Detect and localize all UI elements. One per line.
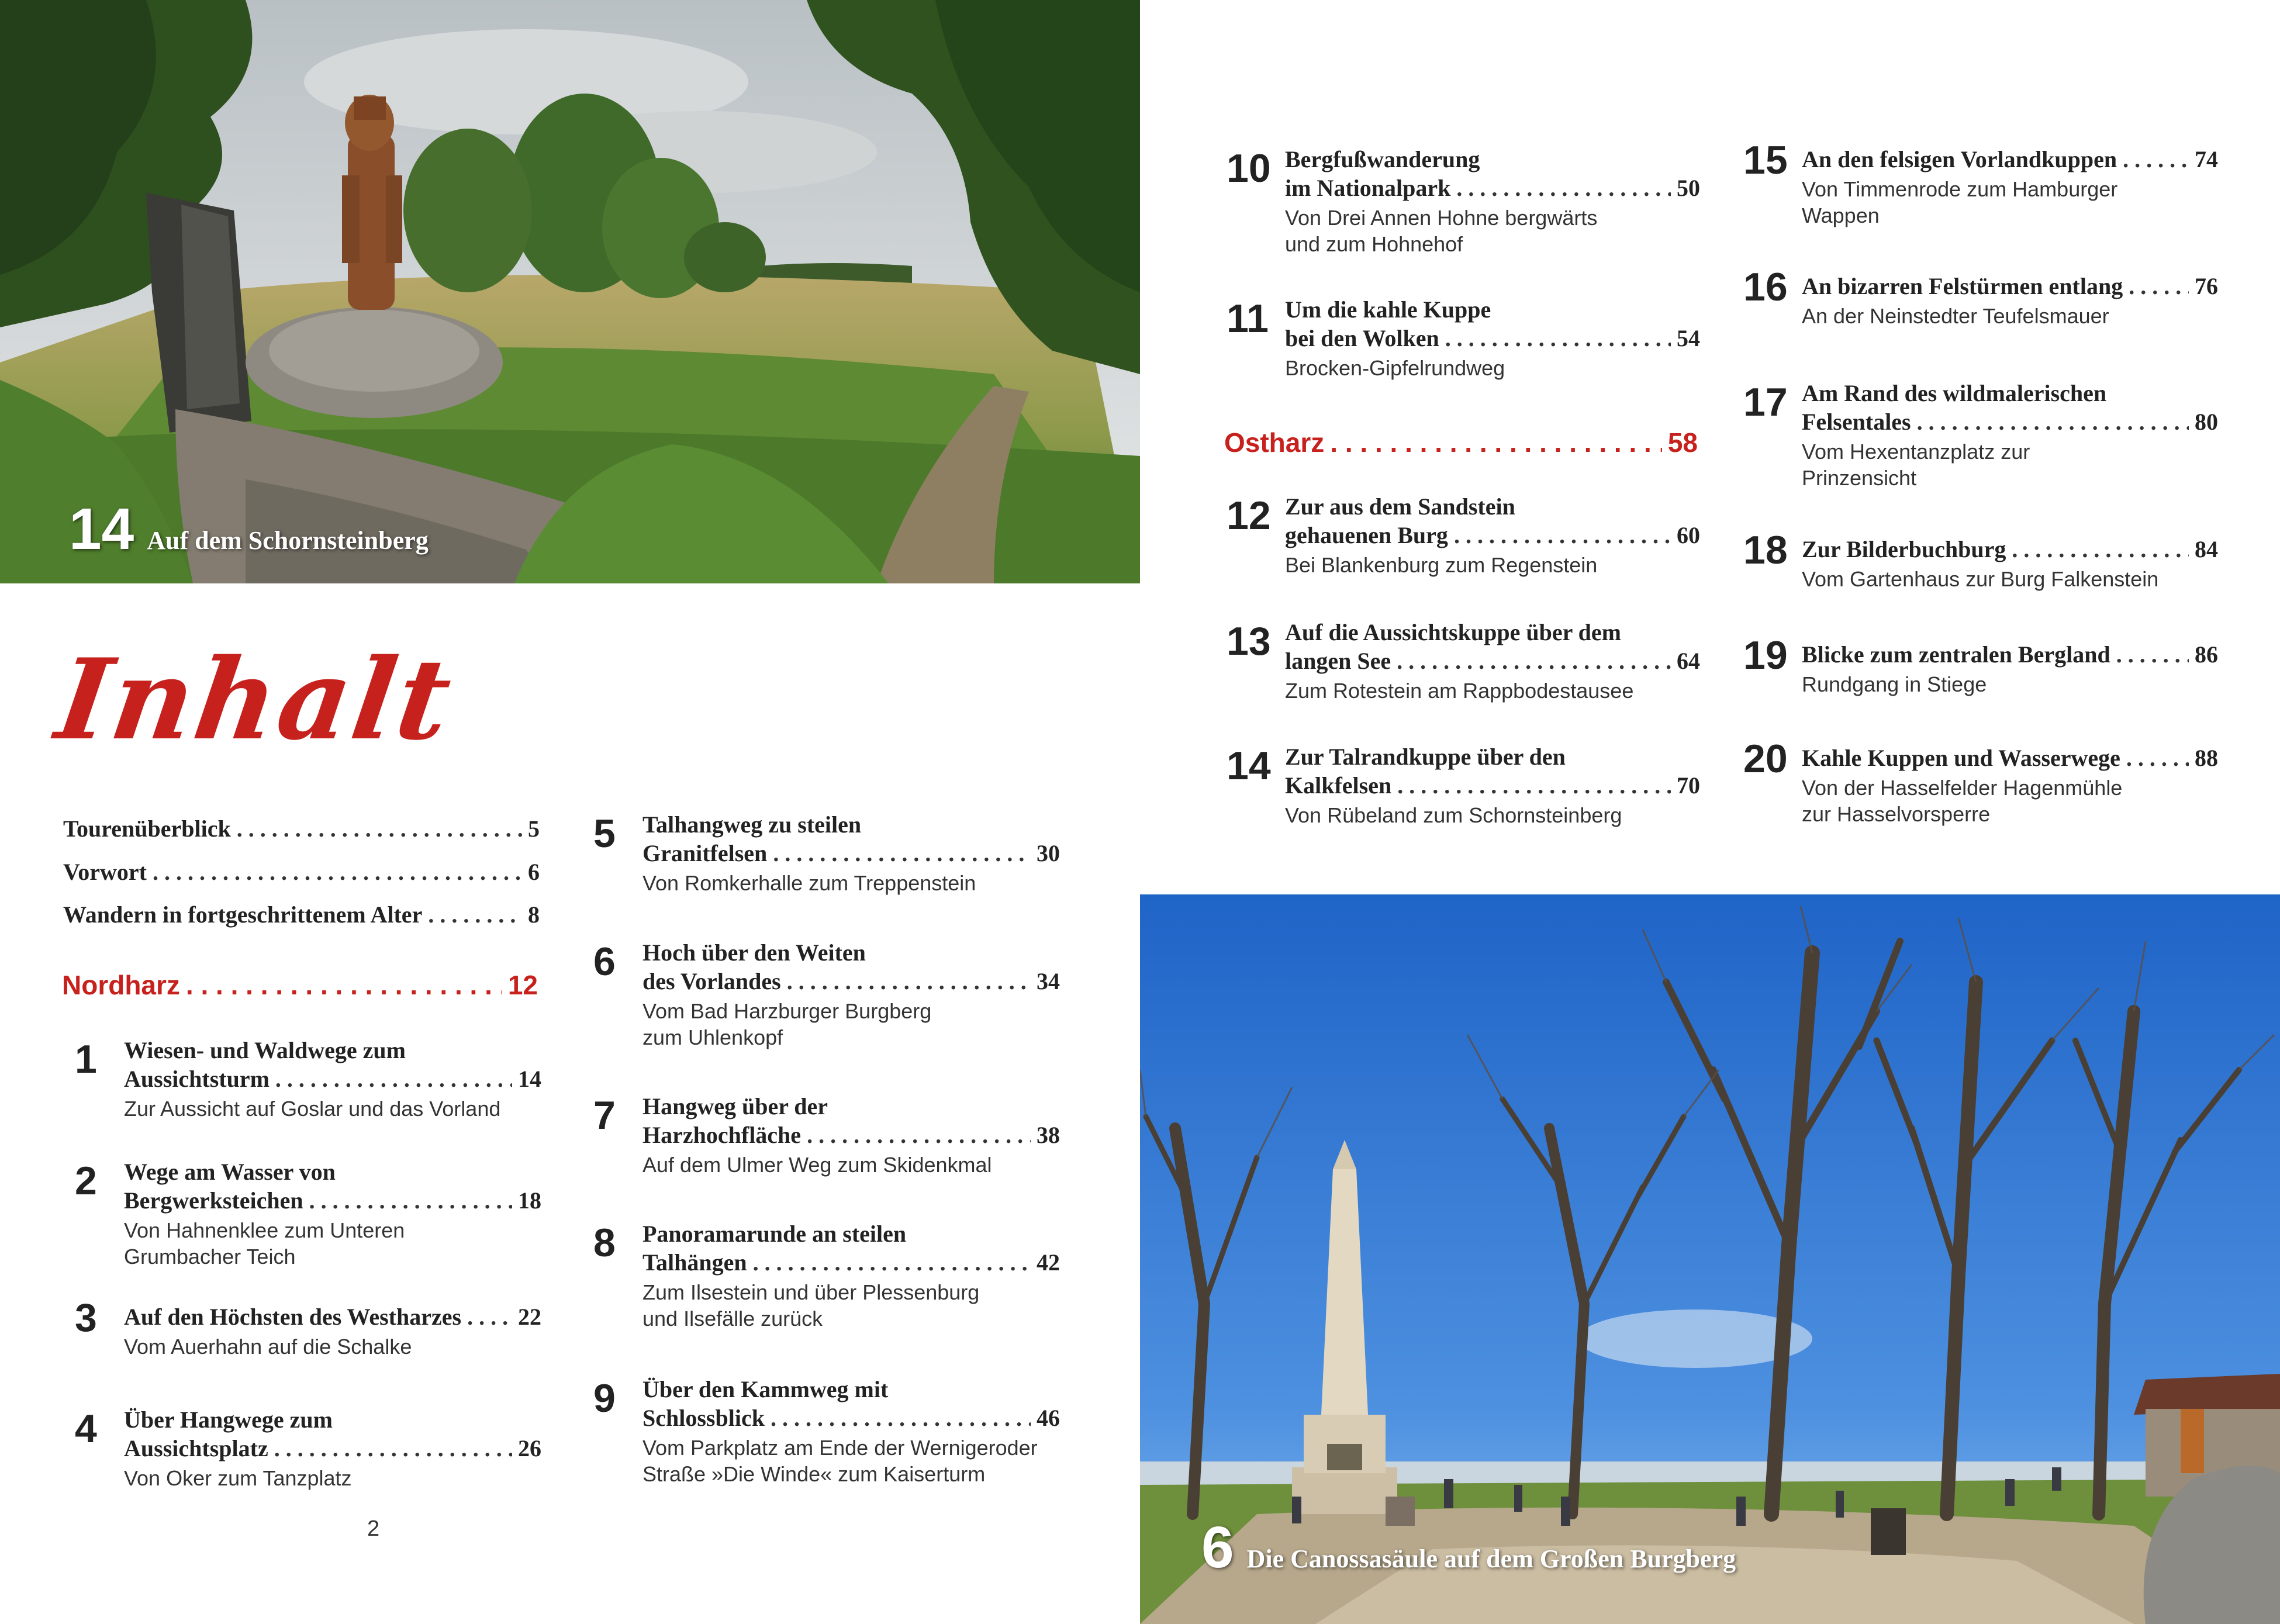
tour-title-line2 <box>642 1404 1060 1432</box>
tour-number: 5 <box>593 811 616 856</box>
toc-leader <box>771 1404 1031 1432</box>
tour-entry-12[interactable] <box>1227 492 1700 609</box>
tour-subtitle-line2: zur Hasselvorsperre <box>1802 802 1991 826</box>
toc-leader <box>773 839 1031 868</box>
toc-entry-label: Vorwort <box>63 859 147 885</box>
toc-entry-label: Wandern in fortgeschrittenem Alter <box>63 901 423 928</box>
tour-title-line1: Am Rand des wildmalerischen <box>1802 380 2107 406</box>
tour-page: 34 <box>1037 968 1060 994</box>
tour-title-text: gehauenen Burg <box>1285 522 1448 548</box>
tour-number: 15 <box>1743 138 1788 182</box>
tour-title-line1: Auf die Aussichtskuppe über dem <box>1285 619 1621 645</box>
tour-number: 14 <box>1227 744 1271 788</box>
tour-title-line2 <box>1285 521 1700 550</box>
tour-number: 4 <box>75 1407 97 1451</box>
tour-title-line1: Bergfußwanderung <box>1285 146 1480 172</box>
tour-page: 80 <box>2195 409 2218 435</box>
tour-title-line1: Panoramarunde an steilen <box>642 1221 907 1247</box>
toc-leader <box>2116 640 2189 669</box>
tour-title-text: Aussichtsturm <box>124 1066 270 1092</box>
tour-page: 30 <box>1037 840 1060 866</box>
tour-number: 1 <box>75 1037 97 1081</box>
tour-title-line2 <box>642 839 1060 868</box>
toc-leader <box>275 1065 512 1093</box>
tour-entry-2[interactable] <box>75 1157 541 1274</box>
tour-page: 26 <box>518 1435 541 1461</box>
toc-leader <box>428 901 522 928</box>
tour-title-line2 <box>1802 145 2218 174</box>
region-leader <box>1330 427 1662 458</box>
tour-number: 19 <box>1743 633 1788 678</box>
tour-entry-14[interactable] <box>1227 742 1700 859</box>
toc-leader <box>2126 744 2189 772</box>
tour-entry-5[interactable] <box>593 810 1060 927</box>
tour-title-line2 <box>124 1186 541 1215</box>
photo-bottom-caption-text: Die Canossasäule auf dem Großen Burgberg <box>1246 1544 1736 1573</box>
tour-subtitle: Von der Hasselfelder Hagenmühle <box>1802 776 2123 800</box>
tour-entry-19[interactable] <box>1743 633 2218 757</box>
tour-title-text: langen See <box>1285 648 1391 674</box>
tour-entry-10[interactable] <box>1227 145 1700 262</box>
tour-number: 9 <box>593 1376 616 1421</box>
tour-title-text: Auf den Höchsten des Westharzes <box>124 1304 462 1330</box>
tour-title-text: Harzhochfläche <box>642 1122 802 1148</box>
tour-title-line1: Zur aus dem Sandstein <box>1285 493 1515 520</box>
toc-leader <box>1397 771 1671 800</box>
tour-title-text: Kahle Kuppen und Wasserwege <box>1802 745 2120 771</box>
tour-entry-9[interactable] <box>593 1375 1060 1492</box>
tour-title-text: des Vorlandes <box>642 968 781 994</box>
tour-page: 46 <box>1037 1405 1060 1431</box>
toc-leader <box>1397 647 1671 675</box>
photo-top-caption <box>69 496 429 563</box>
region-label: Nordharz <box>62 970 180 1000</box>
tour-title-line2 <box>1285 647 1700 675</box>
tour-subtitle: Vom Auerhahn auf die Schalke <box>124 1335 412 1359</box>
tour-title-line2 <box>1285 174 1700 202</box>
tour-title-text: An den felsigen Vorlandkuppen <box>1802 146 2117 172</box>
toc-leader <box>2012 535 2189 564</box>
tour-number: 12 <box>1227 493 1271 538</box>
tour-subtitle: Rundgang in Stiege <box>1802 672 1987 696</box>
tour-title-text: Kalkfelsen <box>1285 772 1392 799</box>
tour-title-line2 <box>124 1302 541 1331</box>
tour-subtitle: Vom Hexentanzplatz zur <box>1802 440 2030 464</box>
tour-number: 18 <box>1743 528 1788 572</box>
toc-entry-label: Tourenüberblick <box>63 816 231 842</box>
tour-title-text: Schlossblick <box>642 1405 765 1431</box>
tour-page: 86 <box>2195 641 2218 668</box>
toc-entry-vorwort[interactable] <box>63 858 540 886</box>
tour-title-line1: Über den Kammweg mit <box>642 1376 889 1402</box>
toc-leader <box>1454 521 1671 550</box>
tour-subtitle: Zur Aussicht auf Goslar und das Vorland <box>124 1097 501 1121</box>
toc-entry-page: 6 <box>528 859 540 885</box>
page-title: Inhalt <box>49 634 461 765</box>
tour-title-text: Granitfelsen <box>642 840 768 866</box>
tour-subtitle: Bei Blankenburg zum Regenstein <box>1285 553 1598 577</box>
tour-title-text: Zur Bilderbuchburg <box>1802 536 2006 562</box>
tour-title-line1: Zur Talrandkuppe über den <box>1285 744 1566 770</box>
toc-leader <box>1445 324 1671 353</box>
tour-title-text: im Nationalpark <box>1285 175 1451 201</box>
region-heading-ostharz[interactable] <box>1224 427 1698 458</box>
region-page: 12 <box>507 970 538 1000</box>
tour-page: 64 <box>1677 648 1700 674</box>
tour-title-line2 <box>1802 535 2218 564</box>
toc-leader <box>237 815 522 842</box>
tour-subtitle-line2: zum Uhlenkopf <box>642 1025 783 1049</box>
tour-subtitle-line2: Straße »Die Winde« zum Kaiserturm <box>642 1462 986 1486</box>
tour-page: 74 <box>2195 146 2218 172</box>
tour-entry-18[interactable] <box>1743 528 2218 652</box>
tour-title-text: Talhängen <box>642 1249 747 1276</box>
tour-entry-13[interactable] <box>1227 618 1700 735</box>
toc-leader <box>2123 145 2189 174</box>
tour-title-line1: Um die kahle Kuppe <box>1285 296 1491 323</box>
toc-leader <box>1917 407 2189 436</box>
tour-entry-1[interactable] <box>75 1036 541 1153</box>
tour-subtitle: Vom Bad Harzburger Burgberg <box>642 999 932 1023</box>
tour-title-line1: Wiesen- und Waldwege zum <box>124 1037 406 1063</box>
tour-title-line2 <box>1802 640 2218 669</box>
region-label: Ostharz <box>1224 427 1325 458</box>
tour-page: 14 <box>518 1066 541 1092</box>
photo-bottom-caption <box>1201 1514 1736 1581</box>
tour-page: 18 <box>518 1187 541 1214</box>
tour-title-line1: Über Hangwege zum <box>124 1407 333 1433</box>
tour-title-line1: Wege am Wasser von <box>124 1159 336 1185</box>
toc-leader <box>274 1434 512 1463</box>
tour-title-line2 <box>1802 272 2218 300</box>
toc-entry-tourenueberblick[interactable] <box>63 815 540 842</box>
toc-leader <box>309 1186 512 1215</box>
tour-number: 17 <box>1743 380 1788 424</box>
tour-title-text: Blicke zum zentralen Bergland <box>1802 641 2110 668</box>
tour-number: 16 <box>1743 265 1788 309</box>
tour-number: 7 <box>593 1093 616 1138</box>
tour-entry-6[interactable] <box>593 938 1060 1055</box>
tour-number: 13 <box>1227 619 1271 664</box>
tour-subtitle-line2: Grumbacher Teich <box>124 1245 296 1269</box>
tour-title-line2 <box>124 1065 541 1093</box>
toc-leader <box>1456 174 1671 202</box>
tour-subtitle: An der Neinstedter Teufelsmauer <box>1802 304 2109 328</box>
tour-page: 84 <box>2195 536 2218 562</box>
toc-leader <box>753 1248 1031 1277</box>
tour-page: 50 <box>1677 175 1700 201</box>
region-page: 58 <box>1667 427 1698 458</box>
tour-subtitle-line2: Prinzensicht <box>1802 466 1917 490</box>
tour-title-line2 <box>642 1248 1060 1277</box>
tour-title-line1: Talhangweg zu steilen <box>642 811 862 838</box>
tour-title-text: Bergwerksteichen <box>124 1187 303 1214</box>
photo-bottom-caption-number: 6 <box>1201 1515 1234 1580</box>
tour-number: 2 <box>75 1159 97 1203</box>
tour-number: 11 <box>1227 296 1269 341</box>
tour-title-line2 <box>1802 407 2218 436</box>
tour-entry-4[interactable] <box>75 1405 541 1522</box>
tour-subtitle: Von Rübeland zum Schornsteinberg <box>1285 803 1622 827</box>
tour-title-text: Aussichtsplatz <box>124 1435 268 1461</box>
tour-subtitle: Von Timmenrode zum Hamburger <box>1802 177 2118 201</box>
tour-subtitle: Vom Gartenhaus zur Burg Falkenstein <box>1802 567 2159 591</box>
tour-title-line1: Hoch über den Weiten <box>642 939 866 966</box>
page-number: 2 <box>367 1516 380 1541</box>
tour-title-line2 <box>1285 324 1700 353</box>
toc-leader <box>787 967 1031 996</box>
tour-page: 76 <box>2195 273 2218 299</box>
tour-number: 20 <box>1743 737 1788 781</box>
tour-entry-16[interactable] <box>1743 265 2218 389</box>
photo-top-caption-text: Auf dem Schornsteinberg <box>147 526 429 555</box>
region-leader <box>186 969 502 1001</box>
tour-page: 54 <box>1677 325 1700 351</box>
toc-leader <box>2129 272 2189 300</box>
tour-subtitle: Von Drei Annen Hohne bergwärts <box>1285 206 1598 230</box>
tour-page: 70 <box>1677 772 1700 799</box>
toc-leader <box>807 1121 1031 1149</box>
tour-subtitle: Auf dem Ulmer Weg zum Skidenkmal <box>642 1153 992 1177</box>
tour-title-text: An bizarren Felstürmen entlang <box>1802 273 2123 299</box>
photo-top-caption-number: 14 <box>69 496 134 562</box>
tour-entry-20[interactable] <box>1743 737 2218 861</box>
tour-title-line2 <box>642 1121 1060 1149</box>
tour-subtitle: Zum Rotestein am Rappbodestausee <box>1285 679 1634 703</box>
tour-entry-15[interactable] <box>1743 138 2218 262</box>
tour-subtitle-line2: und zum Hohnehof <box>1285 232 1463 256</box>
tour-page: 60 <box>1677 522 1700 548</box>
tour-title-line2 <box>642 967 1060 996</box>
tour-entry-3[interactable] <box>75 1295 541 1419</box>
tour-page: 88 <box>2195 745 2218 771</box>
tour-subtitle: Von Romkerhalle zum Treppenstein <box>642 871 976 895</box>
tour-number: 6 <box>593 939 616 984</box>
tour-subtitle: Von Oker zum Tanzplatz <box>124 1466 352 1490</box>
tour-subtitle-line2: und Ilsefälle zurück <box>642 1307 823 1331</box>
tour-title-line2 <box>1802 744 2218 772</box>
toc-entry-page: 5 <box>528 816 540 842</box>
tour-subtitle-line2: Wappen <box>1802 203 1880 227</box>
tour-subtitle: Brocken-Gipfelrundweg <box>1285 356 1505 380</box>
tour-entry-8[interactable] <box>593 1219 1060 1336</box>
tour-page: 42 <box>1037 1249 1060 1276</box>
tour-title-line1: Hangweg über der <box>642 1093 828 1119</box>
tour-number: 10 <box>1227 146 1271 191</box>
tour-title-text: Felsentales <box>1802 409 1911 435</box>
tour-entry-11[interactable] <box>1227 295 1700 412</box>
tour-title-line2 <box>124 1434 541 1463</box>
tour-page: 38 <box>1037 1122 1060 1148</box>
photo-schornsteinberg <box>0 0 1140 583</box>
tour-number: 3 <box>75 1295 97 1340</box>
tour-subtitle: Von Hahnenklee zum Unteren <box>124 1218 405 1242</box>
tour-title-text: bei den Wolken <box>1285 325 1439 351</box>
tour-subtitle: Zum Ilsestein und über Plessenburg <box>642 1280 980 1304</box>
toc-entry-page: 8 <box>528 901 540 928</box>
toc-leader <box>153 858 522 886</box>
tour-number: 8 <box>593 1221 616 1265</box>
toc-leader <box>467 1302 512 1331</box>
toc-entry-wandern-alter[interactable] <box>63 901 540 928</box>
photo-canossasaeule <box>1140 894 2280 1624</box>
tour-subtitle: Vom Parkplatz am Ende der Wernigeroder <box>642 1436 1038 1460</box>
tour-page: 22 <box>518 1304 541 1330</box>
tour-entry-17[interactable] <box>1743 379 2218 496</box>
region-heading-nordharz[interactable] <box>62 969 538 1001</box>
tour-entry-7[interactable] <box>593 1092 1060 1209</box>
tour-title-line2 <box>1285 771 1700 800</box>
